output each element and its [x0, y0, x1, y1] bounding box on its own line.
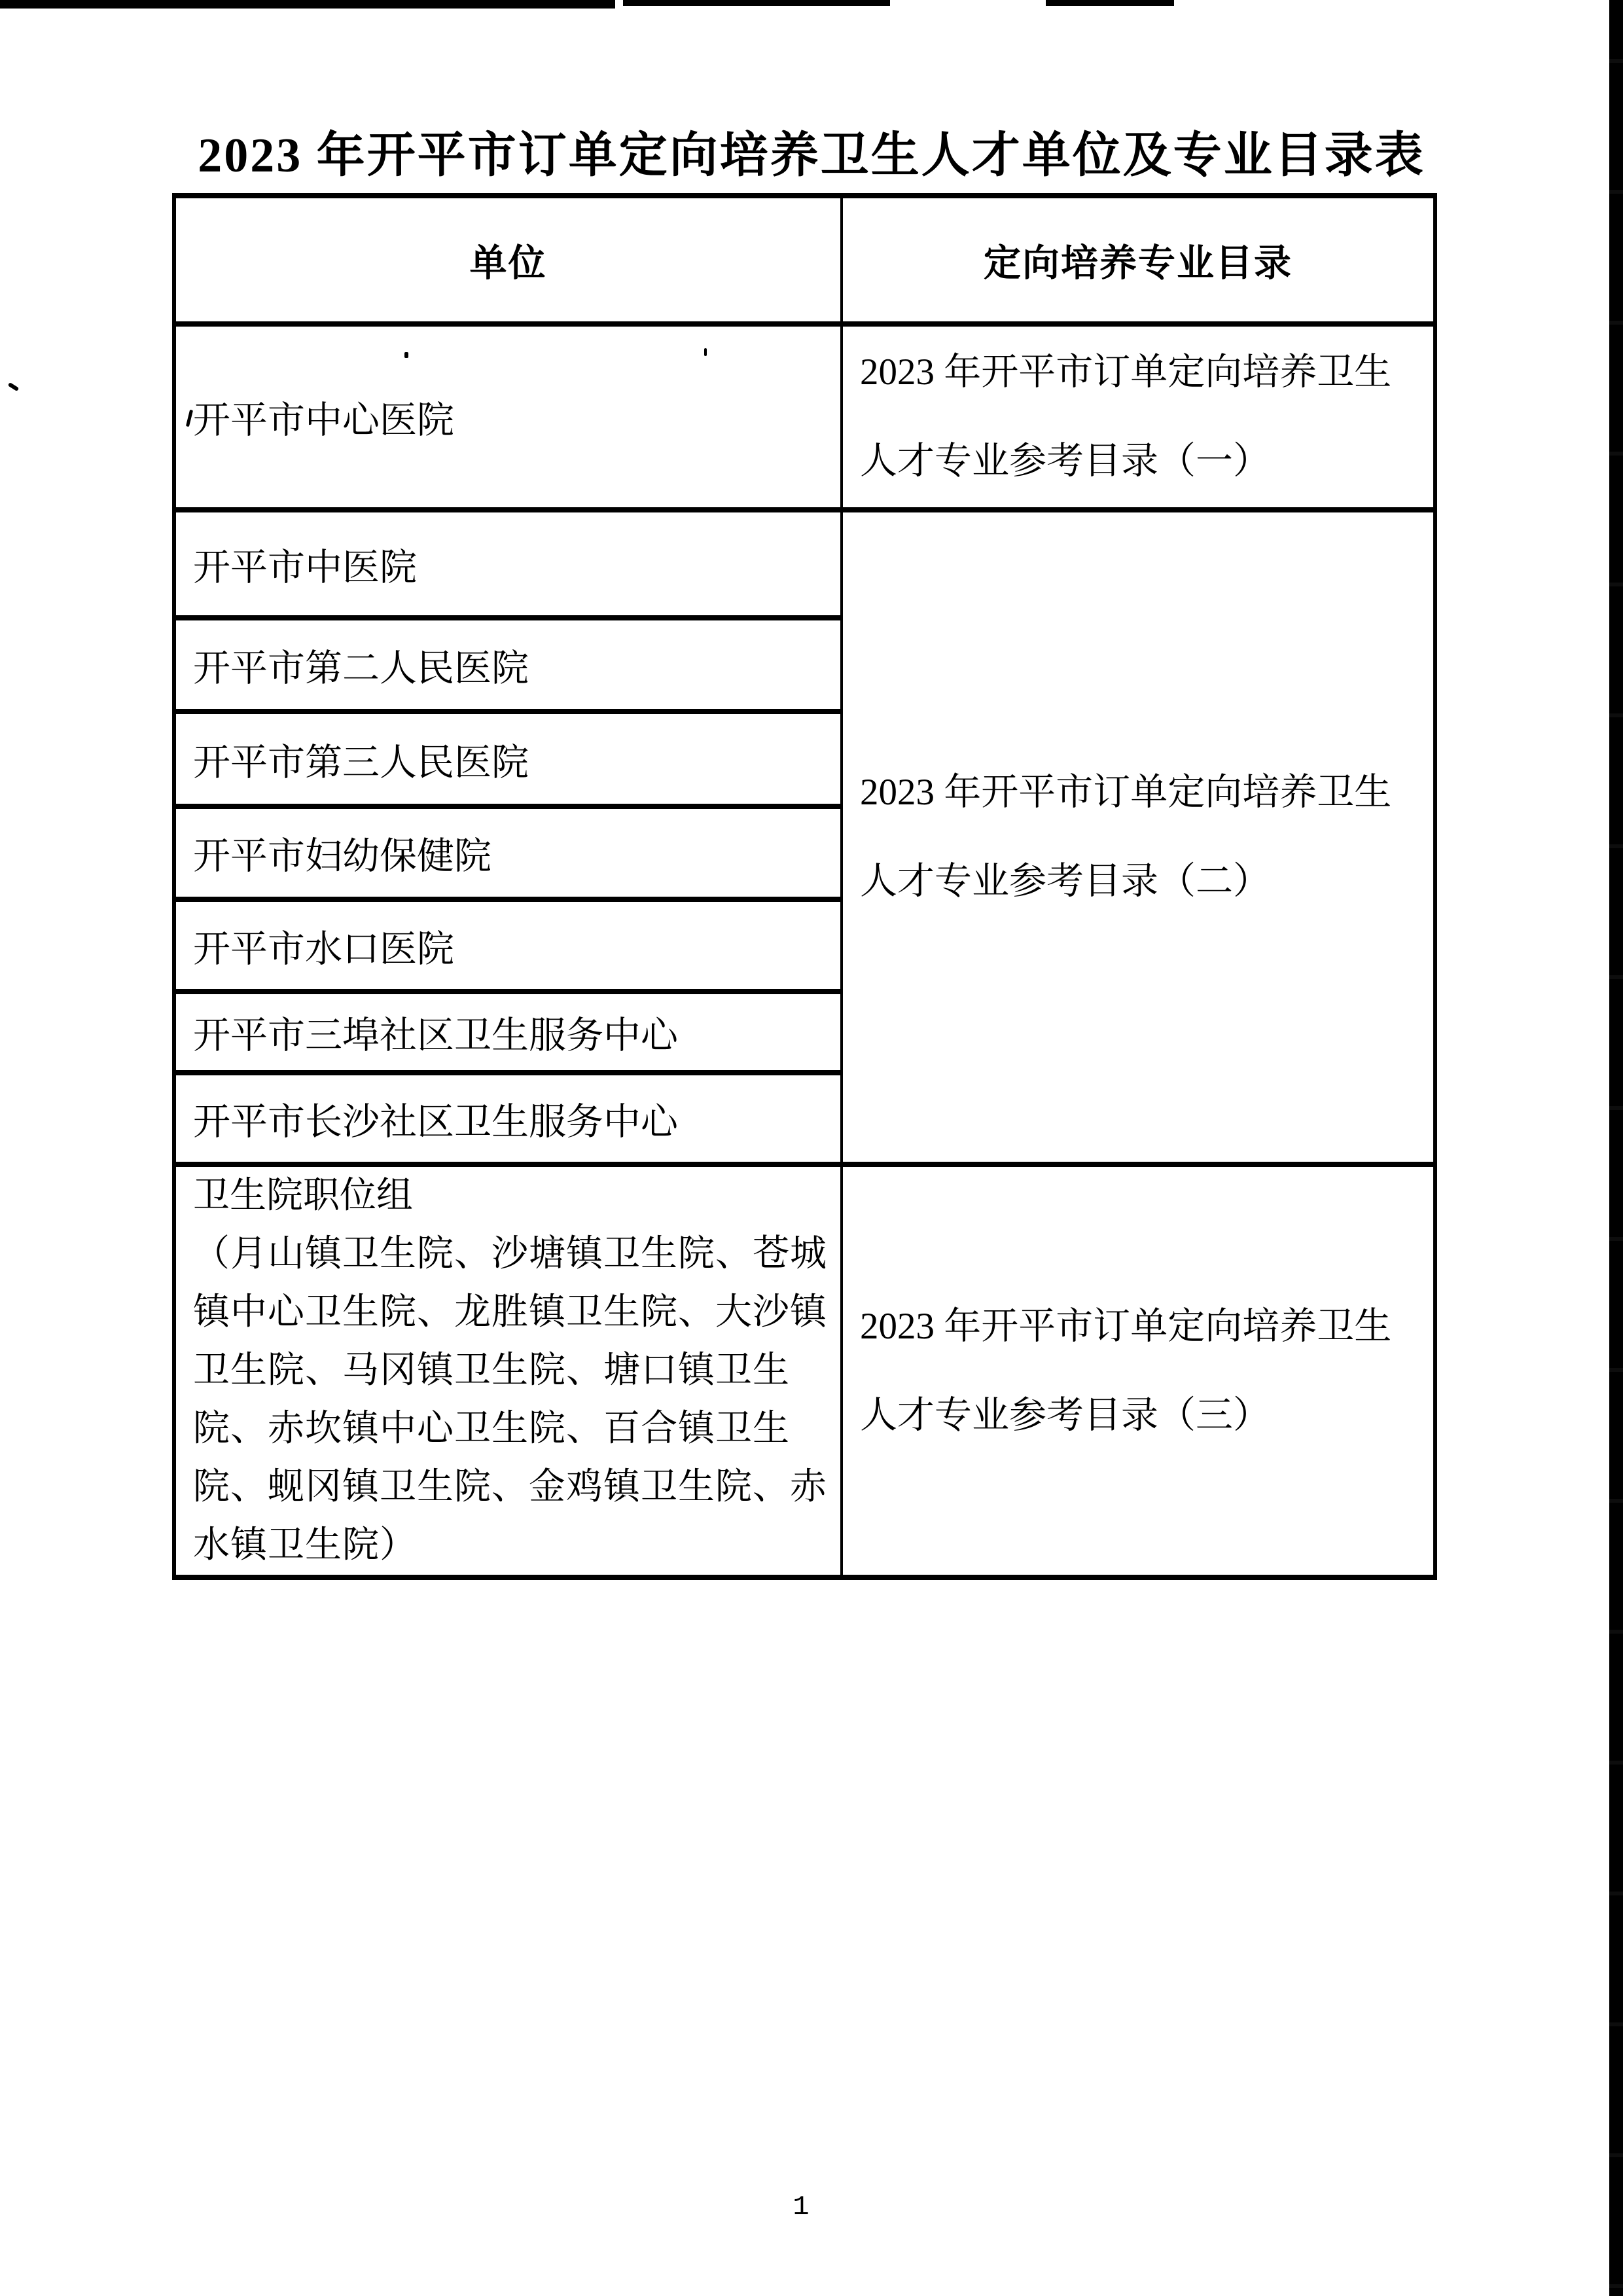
catalog-line: 2023 年开平市订单定向培养卫生	[860, 772, 1392, 813]
unit-cell: 开平市水口医院	[174, 899, 842, 992]
unit-cell: 开平市中医院	[174, 510, 842, 618]
catalog-cell	[842, 1164, 1435, 1577]
table-row	[174, 1164, 1435, 1577]
column-header-unit: 单位	[174, 196, 842, 324]
unit-cell: 开平市妇幼保健院	[174, 806, 842, 899]
catalog-line: 2023 年开平市订单定向培养卫生	[860, 1305, 1392, 1347]
scan-artifact-top-dash	[623, 0, 890, 6]
table-row	[174, 324, 1435, 510]
table-header-row	[174, 196, 1435, 324]
unit-cell	[174, 1164, 842, 1577]
catalog-cell	[842, 510, 1435, 1164]
page-number: 1	[793, 2191, 810, 2223]
scan-artifact-top-dash	[0, 0, 615, 9]
page-title: 2023 年开平市订单定向培养卫生人才单位及专业目录表	[198, 129, 1425, 183]
catalog-line: 人才专业参考目录（一）	[860, 440, 1270, 482]
unit-cell: 开平市长沙社区卫生服务中心	[174, 1073, 842, 1164]
scan-artifact-top-dash	[1046, 0, 1174, 6]
unit-cell: 开平市中心医院	[174, 324, 842, 510]
unit-cell: 开平市第三人民医院	[174, 711, 842, 806]
catalog-cell	[842, 324, 1435, 510]
scan-artifact-right-edge	[1609, 0, 1623, 2296]
catalog-line: 人才专业参考目录（三）	[860, 1394, 1270, 1436]
unit-group-detail: （月山镇卫生院、沙塘镇卫生院、苍城镇中心卫生院、龙胜镇卫生院、大沙镇卫生院、马冈镇卫生院、塘口镇卫生院、赤坎镇中心卫生院、百合镇卫生院、蚬冈镇卫生院、金鸡镇卫生院、赤水镇卫生院）	[193, 1234, 827, 1566]
catalog-line: 2023 年开平市订单定向培养卫生	[860, 351, 1392, 393]
scan-artifact-tick	[8, 382, 20, 391]
unit-group-name: 卫生院职位组	[193, 1175, 413, 1216]
unit-cell: 开平市第二人民医院	[174, 618, 842, 711]
catalog-line: 人才专业参考目录（二）	[860, 861, 1270, 902]
unit-cell: 开平市三埠社区卫生服务中心	[174, 992, 842, 1073]
unit-catalog-table	[172, 193, 1437, 1580]
table-row	[174, 510, 1435, 618]
column-header-catalog: 定向培养专业目录	[842, 196, 1435, 324]
